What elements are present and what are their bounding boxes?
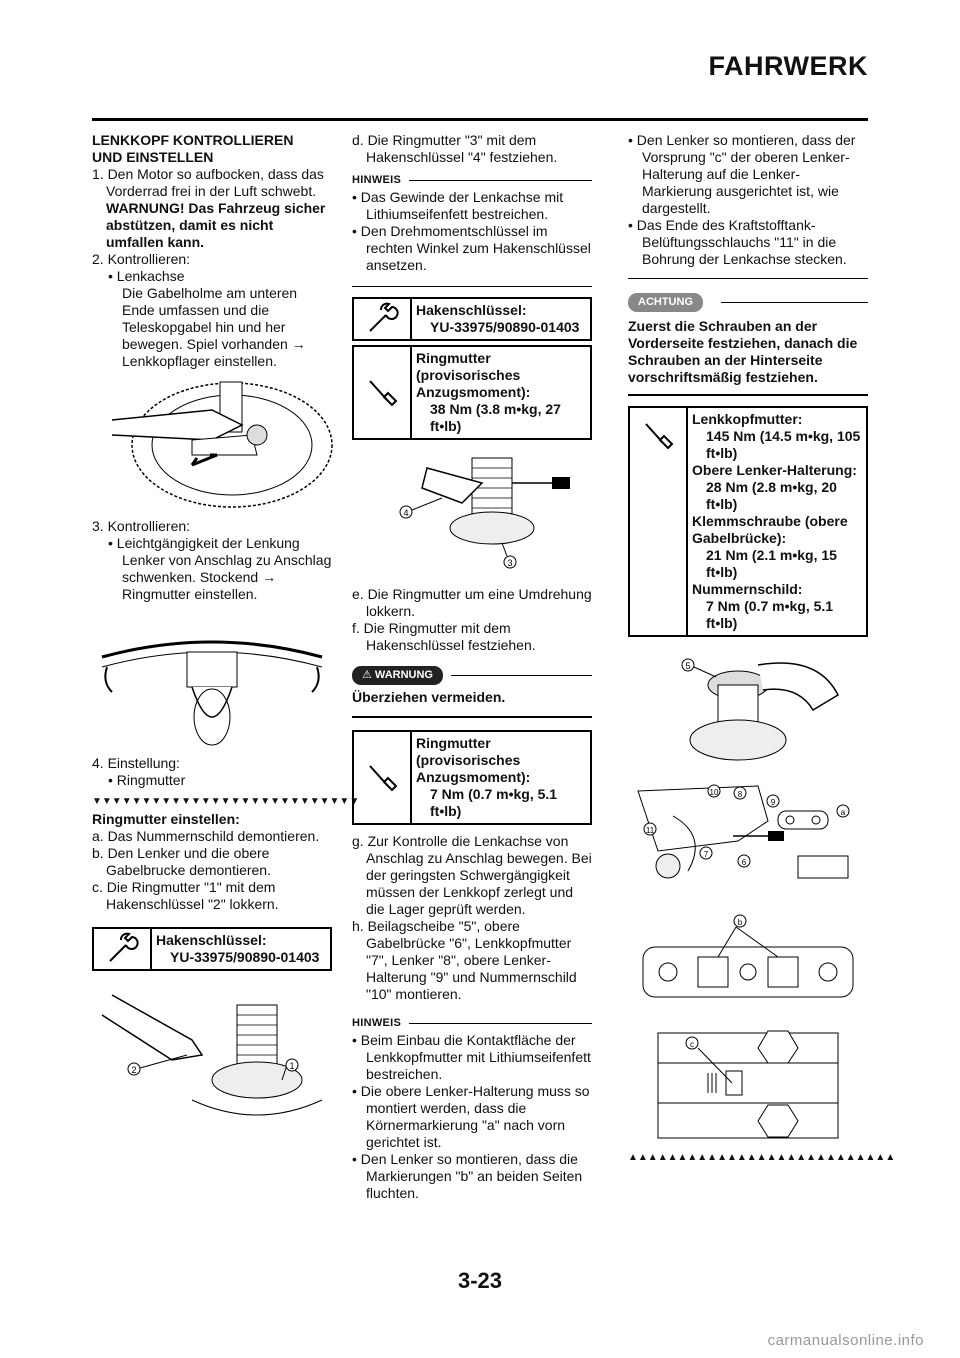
procedure-step-h: h. Beilagscheibe "5", obere Gabelbrücke "6", Lenkkopfmutter "7", Lenker "8", obere Lenker-Halterung "9" und Nummernschild "10" montieren. (352, 918, 577, 1002)
spec-label: Nummernschild: (692, 581, 803, 597)
procedure-heading: Ringmutter einstellen: (92, 811, 240, 827)
spec-value: YU-33975/90890-01403 (170, 949, 320, 965)
step-4: 4. Einstellung: (92, 755, 180, 771)
callout-9: 9 (770, 798, 776, 807)
note-2-bullet-3: • Den Lenker so montieren, dass die Markierungen "b" an beiden Seiten fluchten. (352, 1151, 583, 1201)
note-1-bullet-2: • Den Drehmomentschlüssel im rechten Winkel zum Hakenschlüssel ansetzen. (352, 223, 591, 273)
spec-label: Obere Lenker-Halterung: (692, 462, 857, 478)
procedure-end-marker: ▲▲▲▲▲▲▲▲▲▲▲▲▲▲▲▲▲▲▲▲▲▲▲▲▲▲▲ (628, 1152, 896, 1163)
caution-heading (628, 293, 868, 312)
step-3-text: Lenker von Anschlag zu Anschlag schwenken. Stockend → Ringmutter einstellen. (122, 552, 332, 602)
spec-value: 7 Nm (0.7 m•kg, 5.1 ft•lb) (706, 598, 834, 631)
step-3-item: • Leichtgängigkeit der Lenkung (108, 535, 300, 551)
torque-wrench-icon (354, 732, 412, 823)
step-2: 2. Kontrollieren: (92, 251, 191, 267)
step-4-item: • Ringmutter (108, 772, 186, 788)
procedure-step-c: c. Die Ringmutter "1" mit dem Hakenschlüssel "2" lokkern. (92, 879, 279, 912)
spec-label: Ringmutter (provisorisches Anzugsmoment): (416, 350, 531, 400)
column-2 (352, 132, 592, 1202)
handlebar-mark-illustration (628, 907, 868, 1017)
section-heading-2: UND EINSTELLEN (92, 149, 214, 165)
spec-label: Hakenschlüssel: (156, 932, 267, 948)
spec-box-torque-list (628, 406, 868, 637)
note-label: HINWEIS (352, 1017, 402, 1029)
header-rule (92, 118, 868, 121)
spec-label: Lenkkopfmutter: (692, 411, 803, 427)
warning-end-rule (352, 716, 592, 718)
spec-value: 7 Nm (0.7 m•kg, 5.1 ft•lb) (430, 786, 558, 819)
spec-value: YU-33975/90890-01403 (430, 319, 580, 335)
warning-badge-text: WARNUNG (374, 669, 433, 681)
procedure-start-marker: ▼▼▼▼▼▼▼▼▼▼▼▼▼▼▼▼▼▼▼▼▼▼▼▼▼▼▼ (92, 796, 360, 807)
spec-box-torque (352, 345, 592, 440)
spec-label: Klemmschraube (obere Gabelbrücke): (692, 513, 848, 546)
column-3 (628, 132, 896, 1163)
step-1 (92, 166, 332, 251)
caution-end-rule (628, 394, 868, 396)
section-heading-1: LENKKOPF KONTROLLIEREN (92, 132, 294, 148)
warning-badge: ⚠ WARNUNG (352, 666, 443, 685)
spec-box-tool (92, 927, 332, 971)
col3-bullet-2: • Das Ende des Kraftstofftank-Belüftungsschlauchs "11" in die Bohrung der Lenkachse stecken. (628, 217, 847, 267)
callout-5: 5 (685, 661, 691, 671)
note-1-bullet-1: • Das Gewinde der Lenkachse mit Lithiumseifenfett bestreichen. (352, 189, 564, 222)
caution-badge: ACHTUNG (628, 293, 703, 312)
step-2-text: Die Gabelholme am unteren Ende umfassen und die Teleskopgabel hin und her bewegen. Spiel vorhanden → Lenkkopflager einstellen. (122, 285, 306, 369)
torque-wrench-icon (354, 347, 412, 438)
note-end-rule (352, 286, 592, 287)
callout-11: 11 (645, 826, 655, 835)
procedure-step-e: e. Die Ringmutter um eine Umdrehung lokkern. (352, 586, 592, 619)
callout-b: b (737, 918, 743, 927)
step-3: 3. Kontrollieren: (92, 518, 191, 534)
col3-bullet-1: • Den Lenker so montieren, dass der Vorsprung "c" der oberen Lenker-Halterung auf die Lenker-Markierung ausgerichtet ist, wie dargestellt. (628, 132, 856, 216)
spec-box-tool (352, 297, 592, 341)
note-2-bullet-2: • Die obere Lenker-Halterung muss so montiert werden, dass die Körnermarkierung "a" nach vorn gerichtet ist. (352, 1083, 590, 1150)
callout-1: 1 (289, 1061, 295, 1071)
spec-label: Ringmutter (provisorisches Anzugsmoment): (416, 735, 531, 785)
spec-label: Hakenschlüssel: (416, 302, 527, 318)
ring-nut-tighten-illustration (352, 448, 592, 578)
callout-8: 8 (737, 790, 743, 799)
bullet-end-rule (628, 278, 868, 279)
note-heading-1 (352, 172, 592, 189)
spec-value: 38 Nm (3.8 m•kg, 27 ft•lb) (430, 401, 561, 434)
handlebar-swing-illustration (92, 617, 332, 747)
callout-c: c (690, 1040, 694, 1049)
procedure-step-g: g. Zur Kontrolle die Lenkachse von Anschlag zu Anschlag bewegen. Bei der geringsten Schwergängigkeit müssen der Lenkkopf zerlegt und die Lager geprüft werden. (352, 833, 592, 917)
procedure-step-b: b. Den Lenker und die obere Gabelbrucke demontieren. (92, 845, 271, 878)
callout-7: 7 (703, 850, 709, 859)
warning-text: Überziehen vermeiden. (352, 689, 506, 705)
torque-wrench-icon (630, 408, 688, 635)
note-heading-2 (352, 1015, 592, 1032)
callout-6: 6 (741, 858, 747, 867)
page-number: 3-23 (457, 1268, 503, 1293)
wrench-icon (94, 929, 152, 969)
caution-text: Zuerst die Schrauben an der Vorderseite festziehen, danach die Schrauben an der Hinterseite vorschriftsmäßig festziehen. (628, 318, 858, 385)
note-label: HINWEIS (352, 174, 402, 186)
callout-2: 2 (131, 1065, 137, 1075)
spec-value: 21 Nm (2.1 m•kg, 15 ft•lb) (706, 547, 837, 580)
ring-nut-loosen-illustration (92, 985, 332, 1135)
watermark: carmanualsonline.info (767, 1332, 924, 1349)
spec-box-torque (352, 730, 592, 825)
step-2-item: • Lenkachse (108, 268, 185, 284)
callout-4: 4 (403, 508, 409, 518)
procedure-step-a: a. Das Nummernschild demontieren. (92, 828, 320, 844)
projection-alignment-illustration (628, 1023, 868, 1143)
page-section-title: FAHRWERK (708, 51, 868, 81)
step-1-text: 1. Den Motor so aufbocken, dass das Vorderrad frei in der Luft schwebt. (92, 166, 324, 199)
callout-a: a (840, 808, 846, 817)
spec-value: 28 Nm (2.8 m•kg, 20 ft•lb) (706, 479, 837, 512)
spec-value: 145 Nm (14.5 m•kg, 105 ft•lb) (706, 428, 861, 461)
warning-heading (352, 666, 592, 685)
upper-bracket-assembly-illustration (628, 781, 868, 901)
wrench-icon (354, 299, 412, 339)
note-2-bullet-1: • Beim Einbau die Kontaktfläche der Lenkkopfmutter mit Lithiumseifenfett bestreichen. (352, 1032, 591, 1082)
procedure-step-d: d. Die Ringmutter "3" mit dem Hakenschlüssel "4" festziehen. (352, 132, 558, 165)
step-1-warning: WARNUNG! Das Fahrzeug sicher abstützen, damit es nicht umfallen kann. (106, 200, 326, 250)
procedure-step-f: f. Die Ringmutter mit dem Hakenschlüssel festziehen. (352, 620, 536, 653)
washer-install-illustration (628, 645, 868, 775)
callout-10: 10 (709, 788, 719, 797)
callout-3: 3 (507, 558, 513, 568)
column-1 (92, 132, 360, 1135)
steering-check-illustration (92, 380, 332, 510)
